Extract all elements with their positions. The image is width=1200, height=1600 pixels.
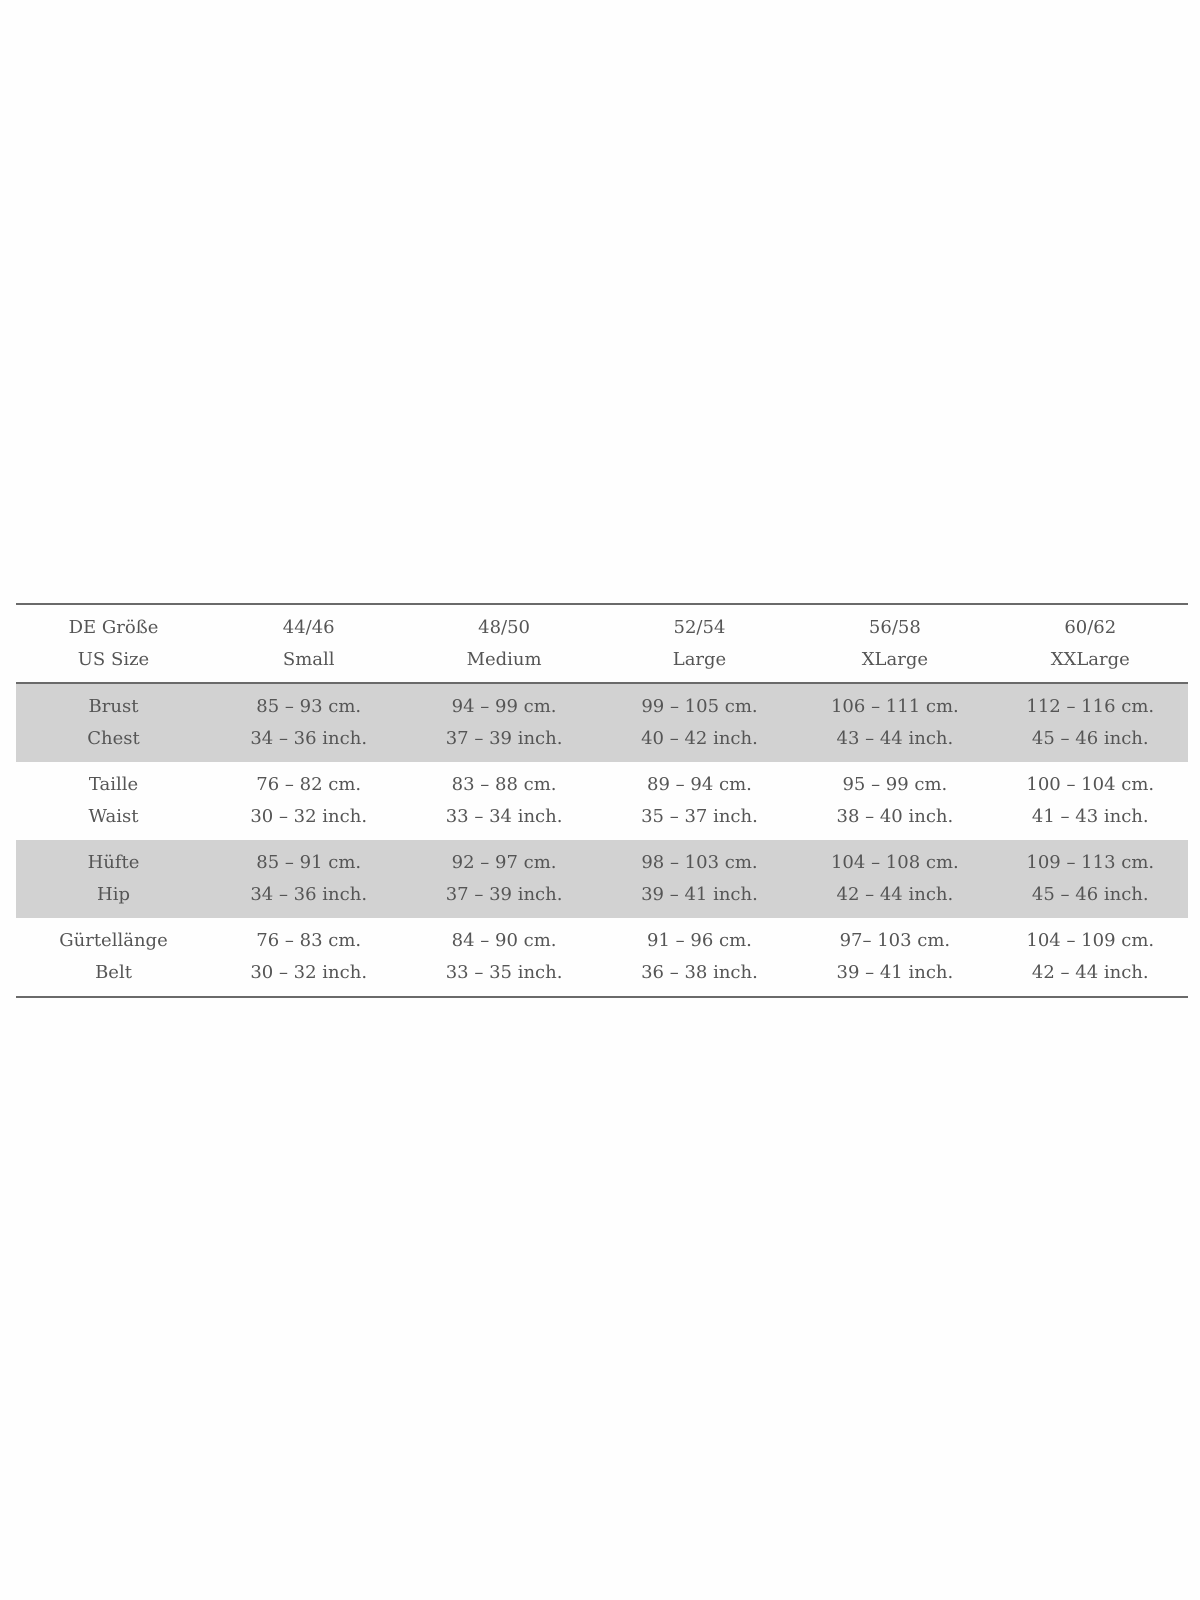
value-inch: 35 – 37 inch. <box>641 806 758 827</box>
value-cm: 83 – 88 cm. <box>451 774 557 795</box>
value-cm: 84 – 90 cm. <box>451 930 557 951</box>
measurement-value-cell <box>993 684 1188 762</box>
de-size-value: 52/54 <box>673 616 726 638</box>
value-cm: 91 – 96 cm. <box>647 930 752 951</box>
measurement-name-de: Brust <box>88 696 139 717</box>
measurement-label-cell <box>16 684 211 762</box>
value-inch: 42 – 44 inch. <box>1031 962 1149 983</box>
value-inch: 45 – 46 inch. <box>1031 728 1149 749</box>
de-size-value: 44/46 <box>282 616 335 638</box>
measurement-value-cell <box>211 840 406 918</box>
de-size-value: 60/62 <box>1064 616 1117 638</box>
value-cm: 112 – 116 cm. <box>1026 696 1155 717</box>
value-inch: 40 – 42 inch. <box>641 728 758 749</box>
us-size-value: Medium <box>466 648 542 670</box>
value-cm: 76 – 82 cm. <box>256 774 362 795</box>
value-inch: 37 – 39 inch. <box>445 884 563 905</box>
value-cm: 92 – 97 cm. <box>451 852 557 873</box>
value-inch: 30 – 32 inch. <box>250 806 368 827</box>
value-inch: 30 – 32 inch. <box>250 962 368 983</box>
de-size-value: 48/50 <box>478 616 531 638</box>
measurement-value-cell <box>211 684 406 762</box>
measurement-label-cell <box>16 840 211 918</box>
value-cm: 100 – 104 cm. <box>1026 774 1155 795</box>
measurement-value-cell <box>797 840 992 918</box>
value-cm: 104 – 109 cm. <box>1026 930 1155 951</box>
header-label-cell <box>16 605 211 682</box>
value-inch: 36 – 38 inch. <box>641 962 758 983</box>
value-cm: 98 – 103 cm. <box>641 852 758 873</box>
measurement-value-cell <box>797 684 992 762</box>
header-size-cell <box>602 605 797 682</box>
header-size-cell <box>797 605 992 682</box>
measurement-value-cell <box>993 840 1188 918</box>
de-size-label: DE Größe <box>68 616 159 638</box>
measurement-value-cell <box>406 918 601 996</box>
measurement-label-cell <box>16 762 211 840</box>
value-inch: 39 – 41 inch. <box>641 884 758 905</box>
measurement-name-de: Hüfte <box>87 852 140 873</box>
value-inch: 42 – 44 inch. <box>836 884 954 905</box>
value-inch: 43 – 44 inch. <box>836 728 954 749</box>
measurement-value-cell <box>211 762 406 840</box>
value-cm: 85 – 91 cm. <box>256 852 362 873</box>
value-inch: 33 – 35 inch. <box>445 962 563 983</box>
value-cm: 106 – 111 cm. <box>830 696 959 717</box>
value-inch: 41 – 43 inch. <box>1031 806 1149 827</box>
value-inch: 33 – 34 inch. <box>445 806 563 827</box>
value-inch: 38 – 40 inch. <box>836 806 954 827</box>
us-size-value: Large <box>672 648 727 670</box>
value-inch: 37 – 39 inch. <box>445 728 563 749</box>
measurement-value-cell <box>211 918 406 996</box>
measurement-name-en: Hip <box>97 884 130 905</box>
size-header-row <box>16 605 1188 684</box>
value-inch: 34 – 36 inch. <box>250 884 368 905</box>
us-size-value: XLarge <box>861 648 928 670</box>
measurement-label-cell <box>16 918 211 996</box>
value-cm: 109 – 113 cm. <box>1026 852 1155 873</box>
measurement-row-chest <box>16 684 1188 762</box>
measurement-value-cell <box>602 684 797 762</box>
measurement-row-waist <box>16 762 1188 840</box>
measurement-value-cell <box>602 840 797 918</box>
measurement-value-cell <box>406 762 601 840</box>
measurement-value-cell <box>406 684 601 762</box>
measurement-value-cell <box>797 762 992 840</box>
value-cm: 104 – 108 cm. <box>830 852 959 873</box>
measurement-name-en: Belt <box>95 962 132 983</box>
measurement-row-belt <box>16 918 1188 996</box>
us-size-label: US Size <box>77 648 150 670</box>
measurement-value-cell <box>993 762 1188 840</box>
measurement-row-hip <box>16 840 1188 918</box>
measurement-name-de: Taille <box>88 774 139 795</box>
value-cm: 99 – 105 cm. <box>641 696 758 717</box>
header-size-cell <box>406 605 601 682</box>
size-chart-table <box>16 603 1188 998</box>
value-cm: 89 – 94 cm. <box>647 774 752 795</box>
value-inch: 39 – 41 inch. <box>836 962 954 983</box>
value-inch: 45 – 46 inch. <box>1031 884 1149 905</box>
measurement-value-cell <box>993 918 1188 996</box>
value-cm: 76 – 83 cm. <box>256 930 362 951</box>
measurement-value-cell <box>602 762 797 840</box>
value-cm: 85 – 93 cm. <box>256 696 362 717</box>
measurement-name-de: Gürtellänge <box>59 930 168 951</box>
measurement-name-en: Chest <box>87 728 140 749</box>
measurement-value-cell <box>602 918 797 996</box>
value-inch: 34 – 36 inch. <box>250 728 368 749</box>
value-cm: 97– 103 cm. <box>839 930 951 951</box>
us-size-value: XXLarge <box>1050 648 1130 670</box>
value-cm: 95 – 99 cm. <box>842 774 948 795</box>
header-size-cell <box>211 605 406 682</box>
de-size-value: 56/58 <box>868 616 921 638</box>
header-size-cell <box>993 605 1188 682</box>
measurement-name-en: Waist <box>88 806 139 827</box>
measurement-value-cell <box>406 840 601 918</box>
value-cm: 94 – 99 cm. <box>451 696 557 717</box>
measurement-value-cell <box>797 918 992 996</box>
us-size-value: Small <box>282 648 335 670</box>
